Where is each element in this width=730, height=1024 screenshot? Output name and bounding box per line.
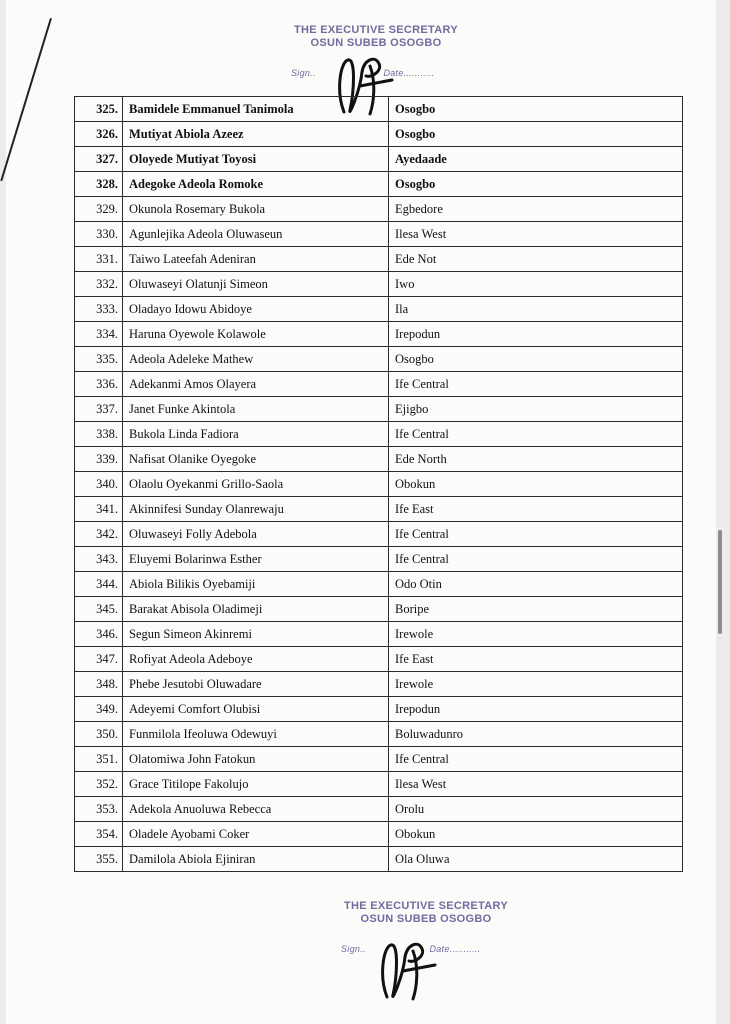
serial-number-cell: 331. — [75, 247, 123, 272]
table-row — [75, 497, 683, 522]
serial-number-cell: 340. — [75, 472, 123, 497]
lga-cell: Irepodun — [389, 697, 683, 722]
lga-cell: Ife Central — [389, 372, 683, 397]
candidate-name-cell: Abiola Bilikis Oyebamiji — [123, 572, 389, 597]
candidate-name-cell: Phebe Jesutobi Oluwadare — [123, 672, 389, 697]
table-row — [75, 247, 683, 272]
serial-number-cell: 341. — [75, 497, 123, 522]
lga-cell: Ola Oluwa — [389, 847, 683, 872]
lga-cell: Obokun — [389, 472, 683, 497]
candidate-name-cell: Segun Simeon Akinremi — [123, 622, 389, 647]
candidate-name-cell: Rofiyat Adeola Adeboye — [123, 647, 389, 672]
lga-cell: Osogbo — [389, 122, 683, 147]
lga-cell: Egbedore — [389, 197, 683, 222]
serial-number-cell: 336. — [75, 372, 123, 397]
candidate-name-cell: Bukola Linda Fadiora — [123, 422, 389, 447]
serial-number-cell: 329. — [75, 197, 123, 222]
viewer-scrollbar-thumb[interactable] — [718, 530, 722, 634]
lga-cell: Ejigbo — [389, 397, 683, 422]
candidate-name-cell: Oladayo Idowu Abidoye — [123, 297, 389, 322]
candidate-name-cell: Eluyemi Bolarinwa Esther — [123, 547, 389, 572]
lga-cell: Ilesa West — [389, 772, 683, 797]
serial-number-cell: 333. — [75, 297, 123, 322]
lga-cell: Osogbo — [389, 347, 683, 372]
stamp-date-label: Date........... — [429, 944, 481, 954]
table-row — [75, 97, 683, 122]
serial-number-cell: 334. — [75, 322, 123, 347]
serial-number-cell: 346. — [75, 622, 123, 647]
table-row — [75, 672, 683, 697]
stamp-sign-label: Sign.. — [291, 68, 316, 78]
lga-cell: Ede Not — [389, 247, 683, 272]
lga-cell: Osogbo — [389, 172, 683, 197]
serial-number-cell: 335. — [75, 347, 123, 372]
candidate-name-cell: Olatomiwa John Fatokun — [123, 747, 389, 772]
lga-cell: Ife East — [389, 497, 683, 522]
lga-cell: Ife East — [389, 647, 683, 672]
candidate-name-cell: Mutiyat Abiola Azeez — [123, 122, 389, 147]
stamp-sign-label: Sign.. — [341, 944, 366, 954]
serial-number-cell: 328. — [75, 172, 123, 197]
table-row — [75, 397, 683, 422]
serial-number-cell: 345. — [75, 597, 123, 622]
candidate-name-cell: Haruna Oyewole Kolawole — [123, 322, 389, 347]
serial-number-cell: 332. — [75, 272, 123, 297]
document-page — [6, 0, 716, 1024]
table-row — [75, 472, 683, 497]
candidate-name-cell: Akinnifesi Sunday Olanrewaju — [123, 497, 389, 522]
candidate-name-cell: Oluwaseyi Olatunji Simeon — [123, 272, 389, 297]
table-row — [75, 747, 683, 772]
page-fold-line — [0, 18, 52, 181]
lga-cell: Orolu — [389, 797, 683, 822]
stamp-title: THE EXECUTIVE SECRETARY — [294, 24, 458, 36]
serial-number-cell: 353. — [75, 797, 123, 822]
table-row — [75, 147, 683, 172]
candidate-name-cell: Barakat Abisola Oladimeji — [123, 597, 389, 622]
serial-number-cell: 354. — [75, 822, 123, 847]
stamp-subtitle: OSUN SUBEB OSOGBO — [310, 37, 442, 49]
serial-number-cell: 330. — [75, 222, 123, 247]
lga-cell: Ife Central — [389, 747, 683, 772]
table-row — [75, 622, 683, 647]
candidate-name-cell: Okunola Rosemary Bukola — [123, 197, 389, 222]
table-row — [75, 647, 683, 672]
lga-cell: Boripe — [389, 597, 683, 622]
lga-cell: Obokun — [389, 822, 683, 847]
table-row — [75, 122, 683, 147]
table-row — [75, 222, 683, 247]
table-row — [75, 697, 683, 722]
candidate-name-cell: Oloyede Mutiyat Toyosi — [123, 147, 389, 172]
stamp-subtitle: OSUN SUBEB OSOGBO — [360, 913, 492, 925]
table-row — [75, 447, 683, 472]
lga-cell: Ife Central — [389, 547, 683, 572]
table-row — [75, 797, 683, 822]
candidate-name-cell: Adegoke Adeola Romoke — [123, 172, 389, 197]
serial-number-cell: 344. — [75, 572, 123, 597]
table-row — [75, 522, 683, 547]
candidate-name-cell: Agunlejika Adeola Oluwaseun — [123, 222, 389, 247]
lga-cell: Osogbo — [389, 97, 683, 122]
serial-number-cell: 351. — [75, 747, 123, 772]
table-row — [75, 372, 683, 397]
table-row — [75, 197, 683, 222]
serial-number-cell: 337. — [75, 397, 123, 422]
candidate-name-cell: Oluwaseyi Folly Adebola — [123, 522, 389, 547]
serial-number-cell: 339. — [75, 447, 123, 472]
candidate-name-cell: Funmilola Ifeoluwa Odewuyi — [123, 722, 389, 747]
lga-cell: Ayedaade — [389, 147, 683, 172]
serial-number-cell: 338. — [75, 422, 123, 447]
lga-cell: Ife Central — [389, 522, 683, 547]
candidate-name-cell: Adekanmi Amos Olayera — [123, 372, 389, 397]
lga-cell: Irepodun — [389, 322, 683, 347]
serial-number-cell: 348. — [75, 672, 123, 697]
serial-number-cell: 352. — [75, 772, 123, 797]
lga-cell: Iwo — [389, 272, 683, 297]
table-row — [75, 847, 683, 872]
table-row — [75, 572, 683, 597]
signature-bottom — [371, 935, 451, 1005]
serial-number-cell: 349. — [75, 697, 123, 722]
candidate-name-cell: Taiwo Lateefah Adeniran — [123, 247, 389, 272]
table-row — [75, 347, 683, 372]
lga-cell: Ife Central — [389, 422, 683, 447]
table-row — [75, 297, 683, 322]
lga-cell: Irewole — [389, 672, 683, 697]
lga-cell: Ila — [389, 297, 683, 322]
lga-cell: Ilesa West — [389, 222, 683, 247]
table-row — [75, 822, 683, 847]
lga-cell: Boluwadunro — [389, 722, 683, 747]
candidate-name-cell: Nafisat Olanike Oyegoke — [123, 447, 389, 472]
candidate-name-cell: Adeyemi Comfort Olubisi — [123, 697, 389, 722]
serial-number-cell: 350. — [75, 722, 123, 747]
candidate-name-cell: Bamidele Emmanuel Tanimola — [123, 97, 389, 122]
table-row — [75, 547, 683, 572]
candidate-name-cell: Janet Funke Akintola — [123, 397, 389, 422]
lga-cell: Odo Otin — [389, 572, 683, 597]
table-row — [75, 722, 683, 747]
table-row — [75, 272, 683, 297]
table-row — [75, 322, 683, 347]
serial-number-cell: 342. — [75, 522, 123, 547]
candidate-name-cell: Olaolu Oyekanmi Grillo-Saola — [123, 472, 389, 497]
candidate-table — [74, 96, 683, 872]
table-row — [75, 772, 683, 797]
lga-cell: Irewole — [389, 622, 683, 647]
candidate-name-cell: Grace Titilope Fakolujo — [123, 772, 389, 797]
serial-number-cell: 347. — [75, 647, 123, 672]
candidate-name-cell: Damilola Abiola Ejiniran — [123, 847, 389, 872]
table-row — [75, 422, 683, 447]
stamp-title: THE EXECUTIVE SECRETARY — [344, 900, 508, 912]
serial-number-cell: 343. — [75, 547, 123, 572]
stamp-date-label: Date........... — [383, 68, 435, 78]
candidate-name-cell: Oladele Ayobami Coker — [123, 822, 389, 847]
candidate-name-cell: Adekola Anuoluwa Rebecca — [123, 797, 389, 822]
lga-cell: Ede North — [389, 447, 683, 472]
table-row — [75, 597, 683, 622]
serial-number-cell: 326. — [75, 122, 123, 147]
serial-number-cell: 355. — [75, 847, 123, 872]
candidate-name-cell: Adeola Adeleke Mathew — [123, 347, 389, 372]
serial-number-cell: 327. — [75, 147, 123, 172]
serial-number-cell: 325. — [75, 97, 123, 122]
table-row — [75, 172, 683, 197]
